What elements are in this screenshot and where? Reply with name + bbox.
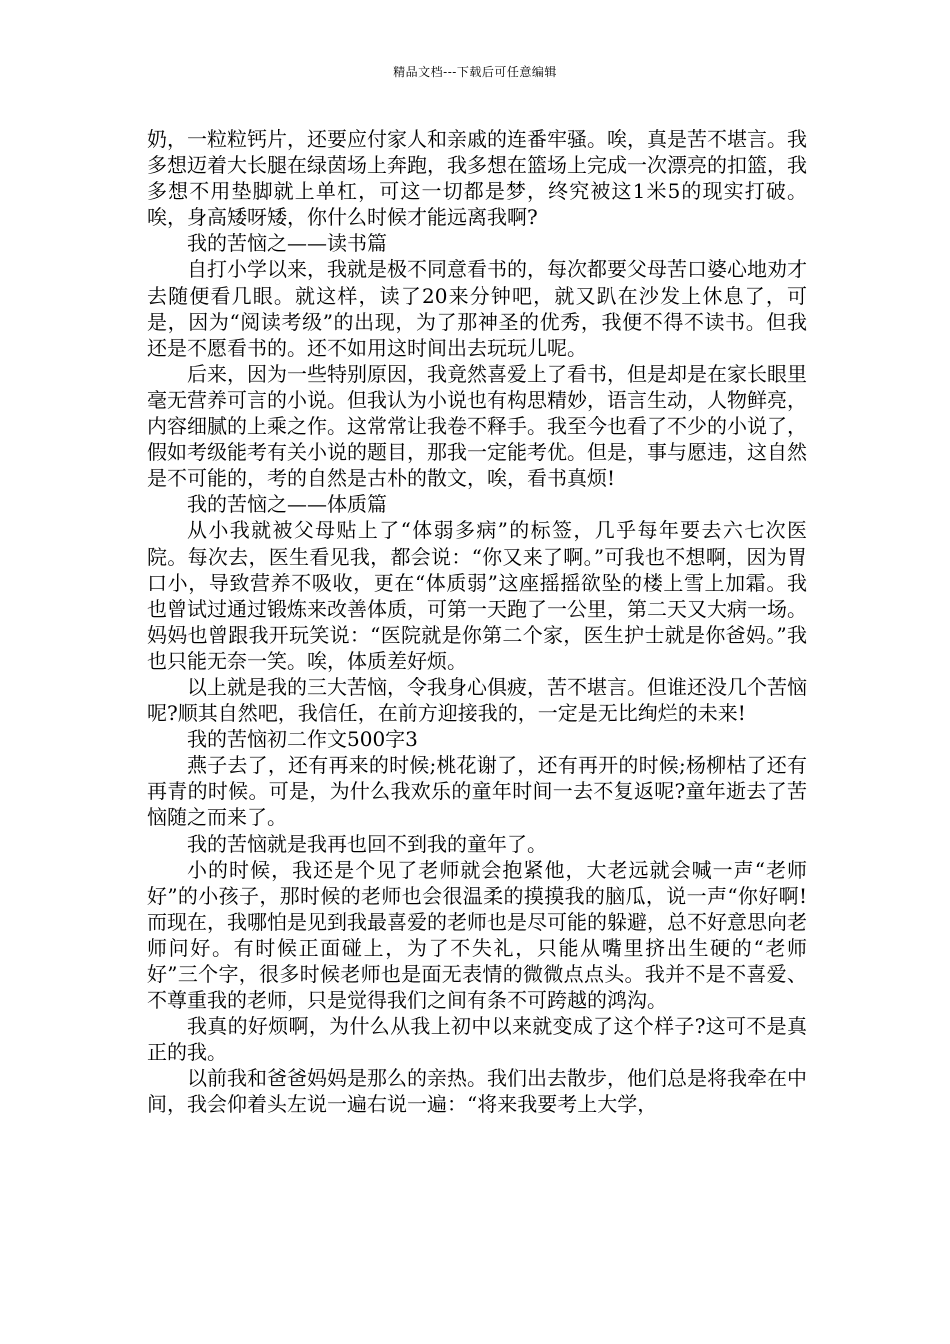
paragraph: 以前我和爸爸妈妈是那么的亲热。我们出去散步，他们总是将我牵在中间，我会仰着头左说一遍右说一遍：“将来我要考上大学， — [147, 1066, 807, 1117]
paragraph: 奶，一粒粒钙片，还要应付家人和亲戚的连番牢骚。唉，真是苦不堪言。我多想迈着大长腿在绿茵场上奔跑，我多想在篮场上完成一次漂亮的扣篮，我多想不用垫脚就上单杠，可这一切都是梦，终究被这1米5的现实打破。唉，身高矮呀矮，你什么时候才能远离我啊? — [147, 127, 807, 230]
paragraph: 从小我就被父母贴上了“体弱多病”的标签，几乎每年要去六七次医院。每次去，医生看见我，都会说：“你又来了啊。”可我也不想啊，因为胃口小，导致营养不吸收，更在“体质弱”这座摇摇欲坠的楼上雪上加霜。我也曾试过通过锻炼来改善体质，可第一天跑了一公里，第二天又大病一场。妈妈也曾跟我开玩笑说：“医院就是你第二个家，医生护士就是你爸妈。”我也只能无奈一笑。唉，体质差好烦。 — [147, 518, 807, 673]
paragraph: 我真的好烦啊，为什么从我上初中以来就变成了这个样子?这可不是真正的我。 — [147, 1014, 807, 1065]
paragraph: 我的苦恼就是我再也回不到我的童年了。 — [187, 831, 547, 856]
paragraph: 后来，因为一些特别原因，我竟然喜爱上了看书，但是却是在家长眼里毫无营养可言的小说。但我认为小说也有构思精妙，语言生动，人物鲜亮，内容细腻的上乘之作。这常常让我卷不释手。我至今也看了不少的小说了，假如考级能考有关小说的题目，那我一定能考优。但是，事与愿违，这自然是不可能的，考的自然是古朴的散文，唉，看书真烦! — [147, 361, 807, 491]
document-body — [147, 126, 807, 1118]
paragraph: 以上就是我的三大苦恼，令我身心俱疲，苦不堪言。但谁还没几个苦恼呢?顺其自然吧，我信任，在前方迎接我的，一定是无比绚烂的未来! — [147, 674, 807, 726]
section-heading: 我的苦恼初二作文500字3 — [187, 727, 418, 752]
section-heading: 我的苦恼之——体质篇 — [187, 492, 387, 517]
paragraph: 燕子去了，还有再来的时候;桃花谢了，还有再开的时候;杨柳枯了还有再青的时候。可是，为什么我欢乐的童年时间一去不复返呢?童年逝去了苦恼随之而来了。 — [147, 753, 807, 830]
paragraph: 小的时候，我还是个见了老师就会抱紧他，大老远就会喊一声“老师好”的小孩子，那时候的老师也会很温柔的摸摸我的脑瓜，说一声“你好啊!而现在，我哪怕是见到我最喜爱的老师也是尽可能的躲避，总不好意思向老师问好。有时候正面碰上，为了不失礼，只能从嘴里挤出生硬的“老师好”三个字，很多时候老师也是面无表情的微微点点头。我并不是不喜爱、不尊重我的老师，只是觉得我们之间有条不可跨越的鸿沟。 — [147, 857, 807, 1013]
paragraph: 自打小学以来，我就是极不同意看书的，每次都要父母苦口婆心地劝才去随便看几眼。就这样，读了20来分钟吧，就又趴在沙发上休息了，可是，因为“阅读考级”的出现，为了那神圣的优秀，我便不得不读书。但我还是不愿看书的。还不如用这时间出去玩玩儿呢。 — [147, 257, 807, 360]
page-header: 精品文档---下载后可任意编辑 — [393, 65, 557, 79]
section-heading: 我的苦恼之——读书篇 — [187, 231, 387, 256]
